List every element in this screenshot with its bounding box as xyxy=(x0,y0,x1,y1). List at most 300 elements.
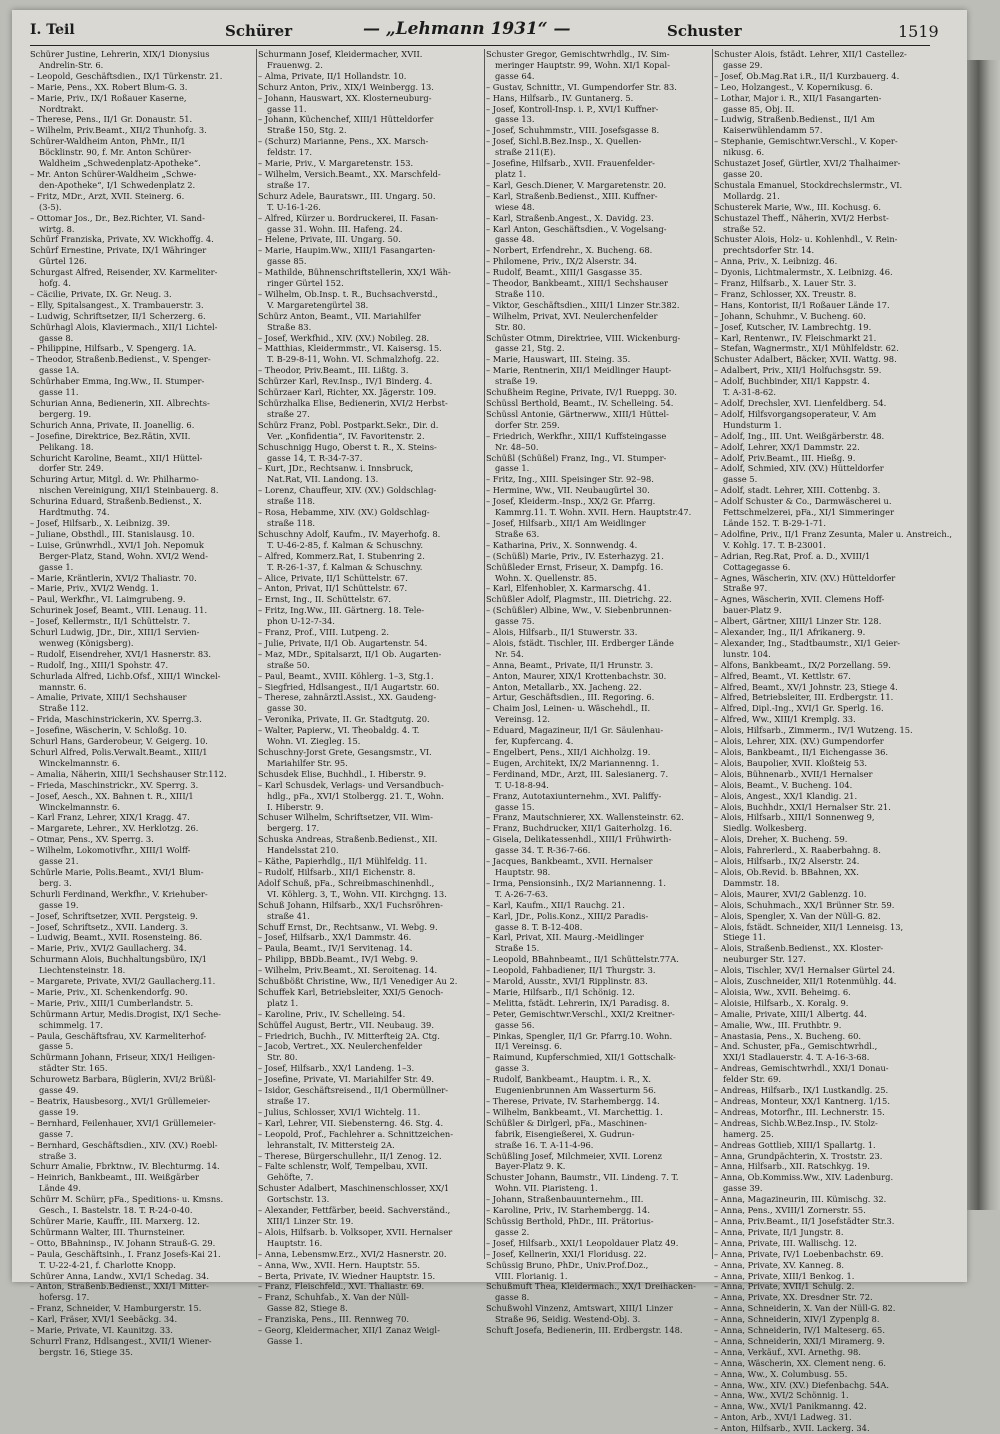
directory-entry-line: Lände 152. T. B-29-1-71. xyxy=(723,517,827,528)
column-divider xyxy=(484,49,485,1259)
directory-entry-line: straße 16. T. A-11-4-96. xyxy=(495,1139,594,1150)
directory-entry-line: Winckelmannstr. 6. xyxy=(39,757,120,768)
directory-entry-line: – Anna, Private, IV/1 Loebenbachstr. 69. xyxy=(714,1248,884,1259)
directory-entry-line: – Alfred, Beamt., XV/1 Johnstr. 23, Stiege 4. xyxy=(714,681,898,692)
directory-entry-line: – Irma, Pensionsinh., IX/2 Mariannenng. 1. xyxy=(486,877,667,888)
directory-entry-line: – Alois, Lehrer, XIX. (XV.) Gumpendorfer xyxy=(714,736,884,747)
directory-entry-line: gasse 19. xyxy=(39,1106,79,1117)
directory-entry-line: – Franz, Buchdrucker, XII/1 Gaiterholzg. 16. xyxy=(486,823,673,834)
directory-entry-line: Schußbößt Christine, Ww., II/1 Venediger Au 2. xyxy=(258,976,458,987)
directory-entry-line: – (Schurz) Marianne, Pens., XX. Marsch- xyxy=(258,136,429,147)
directory-entry-line: – Karoline, Priv., IV. Starhembergg. 14. xyxy=(486,1205,650,1216)
directory-entry-line: Schüßling Josef, Milchmeier, XVII. Lorenz xyxy=(486,1150,662,1161)
directory-entry-line: gasse 1. xyxy=(39,561,74,572)
directory-entry-line: – Alois, Buchhdr., XXI/1 Hernalser Str. 21. xyxy=(714,801,891,812)
directory-entry-line: Schüssl Antonie, Gärtnerww., XIII/1 Hüttel- xyxy=(486,408,669,419)
directory-entry-line: platz 1. xyxy=(495,168,527,179)
directory-entry-line: T. U-46-2-85, f. Kalman & Schuschny. xyxy=(267,539,424,550)
directory-entry-line: – Eduard, Magazineur, II/1 Gr. Säulenhau- xyxy=(486,725,664,736)
part-label: I. Teil xyxy=(30,22,75,38)
directory-entry-line: Schüster Otmm, Direktriee, VIII. Wickenburg- xyxy=(486,332,681,343)
directory-entry-line: – Peter, Gemischtwr.Verschl., XXI/2 Kreitner- xyxy=(486,1008,675,1019)
directory-entry-line: – Leo, Holzangest., V. Kopernikusg. 6. xyxy=(714,81,873,92)
directory-entry-line: Schuster Alois, fstädt. Lehrer, XII/1 Castellez- xyxy=(714,49,907,59)
directory-entry-line: – Franz, Fleischfeld., XVI. Thaliastr. 69. xyxy=(258,1281,425,1292)
directory-entry-line: – Wilhelm, Priv.Beamt., XII/2 Thunhofg. 3. xyxy=(30,125,207,136)
book-page-edge xyxy=(967,60,1000,1210)
directory-entry-line: – Maz, MDr., Spitalsarzt, II/1 Ob. Augarten- xyxy=(258,648,442,659)
directory-entry-line: Schusterek Marie, Ww., III. Kochusg. 6. xyxy=(714,201,882,212)
directory-entry-line: – Alois, Ob.Revid. b. BBahnen, XX. xyxy=(714,866,859,877)
directory-entry-line: Schußheim Regine, Private, IV/1 Rueppg. 30. xyxy=(486,387,677,398)
directory-entry-line: Nr. 54. xyxy=(495,648,524,659)
directory-entry-line: – Wilhelm, Ob.Insp. t. R., Buchsachverstd., xyxy=(258,288,438,299)
directory-entry-line: – Anna, Private, XVII/1 Schulg. 2. xyxy=(714,1281,855,1292)
directory-entry-line: – Artur, Geschäftsdien., III. Regoring. 6. xyxy=(486,692,655,703)
directory-entry-line: – Ferdinand, MDr., Arzt, III. Salesianerg. 7. xyxy=(486,768,669,779)
directory-entry-line: – Karl Anton, Geschäftsdien., V. Vogelsang- xyxy=(486,223,667,234)
directory-entry-line: Schürer-Waldheim Anton, PhMr., II/1 xyxy=(30,136,186,147)
directory-entry-line: – Alfred, Beamt., VI. Kettlstr. 67. xyxy=(714,670,851,681)
directory-entry-line: – Hermine, Ww., VII. Neubaugürtel 30. xyxy=(486,485,650,496)
directory-entry-line: – Engelbert, Pens., XII/1 Aichholzg. 19. xyxy=(486,747,651,757)
directory-entry-line: Handelsstat 210. xyxy=(267,845,339,856)
directory-entry-line: feldstr. 17. xyxy=(267,147,313,158)
directory-entry-line: Vereinsg. 12. xyxy=(495,714,551,725)
directory-entry-line: – Franziska, Pens., III. Rennweg 70. xyxy=(258,1314,410,1325)
directory-entry-line: gasse 48. xyxy=(495,234,535,245)
directory-entry-line: – Josef, Schriftsetzer, XVII. Pergsteig. 9. xyxy=(30,910,198,921)
directory-entry-line: – Anna, Private, XIII/1 Benkog. 1. xyxy=(714,1270,855,1281)
directory-entry-line: – Friedrich, Buchh., IV. Mitterfteig 2A. Ctg. xyxy=(258,1030,440,1041)
directory-entry-line: gasse 56. xyxy=(495,1019,535,1030)
directory-entry-line: – Lothar, Major i. R., XII/1 Fasangarten- xyxy=(714,92,882,103)
directory-entry-line: neuburger Str. 127. xyxy=(723,954,806,965)
directory-entry-line: Schürmann Artur, Medis.Drogist, IX/1 Seche- xyxy=(30,1008,221,1019)
directory-entry-line: Cottagegasse 6. xyxy=(723,561,791,572)
directory-entry-line: – Marie, Hilfsarb., II/1 Schönig. 12. xyxy=(486,986,635,997)
directory-entry-line: Schürer Justine, Lehrerin, XIX/1 Dionysius xyxy=(30,49,210,59)
directory-entry-line: – Marie, Hauswart, III. Steing. 35. xyxy=(486,354,631,365)
directory-entry-line: gasse 3. xyxy=(495,1063,530,1074)
directory-entry-line: – Johann, Straßenbauunternehm., III. xyxy=(486,1194,644,1205)
directory-entry-line: – Anna, Priv.Beamt., II/1 Josefstädter Str.3. xyxy=(714,1215,895,1226)
directory-entry-line: – Philipp, BBDb.Beamt., IV/1 Webg. 9. xyxy=(258,954,418,965)
directory-entry-line: Hardtmuthg. 74. xyxy=(39,507,110,518)
directory-entry-line: phon U-12-7-34. xyxy=(267,616,335,627)
directory-entry-line: – Alois, Straßenb.Bedienst., XX. Kloster- xyxy=(714,943,884,954)
directory-entry-line: – Rudolf, Bankbeamt., Hauptm. i. R., X. xyxy=(486,1074,652,1085)
directory-entry-line: T. A-31-8-62. xyxy=(723,387,777,398)
directory-entry-line: Waldheim „Schwedenplatz-Apotheke“. xyxy=(39,158,201,169)
column-divider xyxy=(712,49,713,1259)
directory-entry-line: – Alois, Angest., XX/1 Klandig. 21. xyxy=(714,790,858,801)
directory-entry-line: – Frida, Maschinstrickerin, XV. Sperrg.3. xyxy=(30,714,202,725)
directory-entry-line: Schußmuft Thea, Kleidermach., XX/1 Dreihacken- xyxy=(486,1281,696,1292)
directory-entry-line: – Julius, Schlosser, XVI/1 Wichtelg. 11. xyxy=(258,1106,421,1117)
directory-entry-line: Winckelmannstr. 6. xyxy=(39,801,120,812)
directory-entry-line: – Anna, Verkäuf., XVI. Arnethg. 98. xyxy=(714,1346,861,1357)
directory-entry-line: Kaiserwühlendamm 57. xyxy=(723,125,823,136)
directory-entry-line: – Anton, Hilfsarb., XVII. Lackerg. 34. xyxy=(714,1423,870,1434)
directory-entry-line: berg. 3. xyxy=(39,877,72,888)
directory-entry-line: – Paula, Geschäftsinh., I. Franz Josefs-Kai 21. xyxy=(30,1248,221,1259)
directory-entry-line: – Alois, Hilfsarb. b. Volksoper, XVII. Hernalser xyxy=(258,1226,453,1237)
directory-entry-line: – Alexander, Ing., Stadtbaumstr., XI/1 Geier- xyxy=(714,637,901,648)
directory-entry-line: gasse 14, T. R-34-7-37. xyxy=(267,452,363,463)
directory-entry-line: Straße 97. xyxy=(723,583,768,594)
directory-entry-line: straße 52. xyxy=(723,223,766,234)
directory-entry-line: Frauenwg. 2. xyxy=(267,59,323,70)
directory-entry-line: – Josef, Hilfsarb., XXI/1 Leopoldauer Platz 49. xyxy=(486,1237,679,1248)
directory-entry-line: – Anna, Lebensmw.Erz., XVI/2 Hasnerstr. 20. xyxy=(258,1248,447,1259)
directory-entry-line: Schurlada Alfred, Lichb.Ofsf., XIII/1 Winckel- xyxy=(30,670,221,681)
directory-entry-line: – Matthias, Kleidermmstr., VI. Kaisersg. 15. xyxy=(258,343,442,354)
directory-entry-line: Schuster Alois, Holz- u. Kohlenhdl., V. Rein- xyxy=(714,234,898,245)
directory-entry-line: – Ernst, Ing., II. Schüttelstr. 67. xyxy=(258,594,392,605)
directory-entry-line: Hauptstr. 16. xyxy=(267,1237,323,1248)
directory-entry-line: Berger-Platz, Stand, Wohn. XVI/2 Wend- xyxy=(39,550,209,561)
directory-entry-line: hofersg. 17. xyxy=(39,1292,90,1303)
directory-entry-line: – Adolf Schuster & Co., Darmwäscherei u. xyxy=(714,496,892,507)
directory-entry-line: Schürmann Johann, Friseur, XIX/1 Heiligen- xyxy=(30,1052,216,1063)
directory-entry-line: Straße 15. xyxy=(495,943,540,954)
directory-entry-line: Kammrg.11. T. Wohn. XVII. Hern. Hauptstr.47. xyxy=(495,507,692,518)
directory-entry-line: – Josef, Schuhmmstr., VIII. Josefsgasse 8. xyxy=(486,125,660,136)
directory-entry-line: – Friedrich, Werkfhr., XIII/1 Kuffsteingasse xyxy=(486,430,667,441)
directory-entry-line: – Andreas, Monteur, XX/1 Kantnerg. 1/15. xyxy=(714,1096,890,1106)
directory-entry-line: – Paul, Werkfhr., VI. Laimgrubeng. 9. xyxy=(30,594,186,605)
directory-entry-line: – Veronika, Private, II. Gr. Stadtgutg. 20. xyxy=(258,714,430,725)
directory-entry-line: straße 211(E). xyxy=(495,147,556,158)
directory-entry-line: – Franz, Autotaxiunternehm., XVI. Paliffy- xyxy=(486,790,662,801)
directory-entry-line: – Anna, Hilfsarb., XII. Ratschkyg. 19. xyxy=(714,1161,870,1172)
directory-entry-line: – Anton, Arb., XVI/1 Ladweg. 31. xyxy=(714,1412,852,1423)
directory-entry-line: – Isidor, Geschäftsreisend., II/1 Obermüllner- xyxy=(258,1085,449,1096)
directory-entry-line: Str. 80. xyxy=(267,1052,298,1063)
directory-entry-line: – Marie, Priv., V. Margaretenstr. 153. xyxy=(258,158,414,169)
directory-entry-line: – Anna, Ob.Kommiss.Ww., XIV. Ladenburg. xyxy=(714,1172,894,1183)
directory-entry-line: XIII/1 Linzer Str. 19. xyxy=(267,1215,354,1226)
directory-entry-line: – Frieda, Maschinstrickr., XV. Sperrg. 3. xyxy=(30,779,199,790)
directory-entry-line: – Anton, Privat, II/1 Schüttelstr. 67. xyxy=(258,583,408,594)
directory-entry-line: wirtg. 8. xyxy=(39,223,75,234)
directory-entry-line: Straße 150, Stg. 2. xyxy=(267,125,347,136)
directory-entry-line: – Aloisie, Hilfsarb., X. Koralg. 9. xyxy=(714,997,849,1008)
directory-entry-line: – Alma, Private, II/1 Hollandstr. 10. xyxy=(258,70,407,81)
directory-entry-line: Fettschmelzerei, pFa., XI/1 Simmeringer xyxy=(723,507,895,518)
directory-entry-line: Schüffel August, Bertr., VII. Neubaug. 39. xyxy=(258,1019,434,1030)
directory-entry-line: gasse 5. xyxy=(723,474,758,485)
directory-entry-line: – Philippine, Hilfsarb., V. Spengerg. 1A. xyxy=(30,343,197,354)
directory-entry-line: – Karl, Lehrer, VII. Siebensterng. 46. Stg. 4. xyxy=(258,1117,444,1128)
directory-entry-line: Liechtensteinstr. 18. xyxy=(39,965,126,976)
directory-entry-line: meringer Hauptstr. 99, Wohn. XI/1 Kopal- xyxy=(495,59,670,70)
directory-entry-line: Schurowetz Barbara, Büglerin, XVI/2 Brüßl- xyxy=(30,1074,216,1085)
directory-entry-line: – Alois, Maurer, XVI/2 Gablenzg. 10. xyxy=(714,888,867,899)
directory-entry-line: T. A-26-7-63. xyxy=(495,888,549,899)
directory-entry-line: – Alois, Beamt., V. Bucheng. 104. xyxy=(714,779,853,790)
directory-entry-line: gasse 15. xyxy=(495,801,535,812)
directory-entry-line: – Karl Schusdek, Verlags- und Versandbuch- xyxy=(258,779,444,790)
directory-entry-line: platz 1. xyxy=(267,997,299,1008)
directory-entry-line: prechtsdorfer Str. 14. xyxy=(723,245,815,256)
directory-entry-line: – Katharina, Priv., X. Sonnwendg. 4. xyxy=(486,539,638,550)
directory-entry-line: – Lorenz, Chauffeur, XIV. (XV.) Goldschlag- xyxy=(258,485,437,496)
directory-entry-line: – Amalie, Ww., III. Fruthbtr. 9. xyxy=(714,1019,842,1030)
directory-entry-line: – Karl, Rentenwr., IV. Fleischmarkt 21. xyxy=(714,332,877,343)
directory-entry-line: nischen Vereinigung, XII/1 Steinbauerg. 8. xyxy=(39,485,219,496)
directory-entry-line: – Anna, Ww., XVI/1 Panikmanng. 42. xyxy=(714,1401,867,1412)
directory-entry-line: – Anna, Grundpächterin, X. Troststr. 23. xyxy=(714,1150,883,1161)
directory-entry-line: Schurinek Josef, Beamt., VIII. Lenaug. 11. xyxy=(30,605,208,616)
directory-entry-line: – Anna, Wäscherin, XX. Clement neng. 6. xyxy=(714,1357,887,1368)
directory-entry-line: Schurich Anna, Private, II. Joanellig. 6. xyxy=(30,419,195,430)
directory-entry-line: – Anna, Schneiderin, XIV/1 Zypenplg 8. xyxy=(714,1314,880,1325)
directory-entry-line: – (Schüßl) Marie, Priv., IV. Esterhazyg. 21. xyxy=(486,550,664,561)
directory-entry-line: gasse 11. xyxy=(39,387,79,398)
directory-entry-line: – Andreas, Sichb.W.Bez.Insp., IV. Stolz- xyxy=(714,1117,878,1128)
directory-entry-line: Schürmann Walter, III. Thurnsteiner. xyxy=(30,1226,185,1237)
directory-entry-line: wenweg (Königsberg). xyxy=(39,637,134,648)
directory-entry-line: – Alois, Hilfsarb., XIII/1 Sonnenweg 9, xyxy=(714,812,875,823)
directory-entry-line: Schuster Adalbert, Bäcker, XVII. Wattg. 98. xyxy=(714,354,897,365)
directory-entry-line: straße 3. xyxy=(39,1150,77,1161)
directory-entry-line: gasse 75. xyxy=(495,616,535,627)
directory-entry-line: – Alois, Bankbeamt., II/1 Eichengasse 36. xyxy=(714,747,889,757)
directory-entry-line: XXI/1 Stadlauerstr. 4. T. A-16-3-68. xyxy=(723,1052,870,1063)
directory-entry-line: – Alfred, Kürzer u. Bordruckerei, II. Fasan- xyxy=(258,212,439,223)
directory-entry-line: – Anna, Pens., XVIII/1 Zornerstr. 55. xyxy=(714,1205,866,1216)
directory-entry-line: – Anna, Private, III. Wallischg. 12. xyxy=(714,1237,857,1248)
directory-entry-line: – Alois, Dreher, X. Bucheng. 59. xyxy=(714,834,848,845)
directory-entry-line: T. U-18-8-94. xyxy=(495,779,549,790)
directory-entry-line: – Gisela, Delikatessenhdl., XIII/1 Frühwirth- xyxy=(486,834,672,845)
directory-entry-line: – Heinrich, Bankbeamt., III. Weißgärber xyxy=(30,1172,199,1183)
directory-entry-line: – Karoline, Priv., IV. Schelleing. 54. xyxy=(258,1008,406,1019)
directory-entry-line: gasse 8. xyxy=(39,332,74,343)
directory-entry-line: – Stephanie, Gemischtwr.Verschl., V. Koper- xyxy=(714,136,898,147)
directory-entry-line: Schüßl (Schüßel) Franz, Ing., VI. Stumper- xyxy=(486,452,667,463)
directory-entry-line: Schuricht Karoline, Beamt., XII/1 Hüttel- xyxy=(30,452,203,463)
directory-entry-line: – Alois, Hilfsarb., II/1 Stuwerstr. 33. xyxy=(486,627,638,638)
directory-entry-line: – Therese, zahnärztl.Assist., XX. Gaudeng- xyxy=(258,692,437,703)
directory-entry-line: Schurgast Alfred, Reisender, XV. Karmeliter- xyxy=(30,267,218,278)
directory-entry-line: – Josef, Ob.Mag.Rat i.R., II/1 Kurzbauerg. 4. xyxy=(714,70,900,81)
directory-entry-line: Straße 96, Seidig. Westend-Obj. 3. xyxy=(495,1314,641,1325)
directory-entry-line: – Chaim Josl, Leinen- u. Wäschehdl., II. xyxy=(486,703,651,714)
directory-entry-line: – Alois, Hilfsarb., Zimmerm., IV/1 Wutzeng. 15. xyxy=(714,725,913,736)
directory-entry-line: – Karl, Kaufm., XII/1 Rauchg. 21. xyxy=(486,899,625,910)
directory-entry-line: – Franz, Hilfsarb., X. Lauer Str. 3. xyxy=(714,278,857,289)
directory-entry-line: – Otmar, Pens., XV. Sperrg. 3. xyxy=(30,834,154,845)
directory-entry-line: Schürzhalka Elise, Bedienerin, XVI/2 Herbst- xyxy=(258,398,448,408)
directory-entry-line: – Wilhelm, Versich.Beamt., XX. Marschfeld- xyxy=(258,168,441,179)
directory-entry-line: Schuschny Adolf, Kaufm., IV. Mayerhofg. 8. xyxy=(258,528,441,539)
directory-entry-line: – Georg, Kleidermacher, XII/1 Zanaz Weigl- xyxy=(258,1325,440,1336)
directory-entry-line: – Marie, Priv., XVI/2 Gaullacherg. 34. xyxy=(30,943,187,954)
directory-entry-line: – Paula, Beamt., IV/1 Servitenag. 14. xyxy=(258,943,413,954)
directory-entry-line: – Wilhelm, Privat, XVI. Neulerchenfelder xyxy=(486,310,658,321)
directory-entry-line: – Johann, Schuhmr., V. Bucheng. 60. xyxy=(714,310,866,321)
directory-entry-line: – Anna, Beamt., Private, II/1 Hrunstr. 3. xyxy=(486,659,654,670)
directory-entry-line: – Alois, Hilfsarb., IX/2 Alserstr. 24. xyxy=(714,856,860,867)
directory-entry-line: städter Str. 165. xyxy=(39,1063,108,1074)
directory-entry-line: ringer Gürtel 152. xyxy=(267,278,344,289)
directory-entry-line: Schuring Artur, Mitgl. d. Wr. Philharmo- xyxy=(30,474,199,485)
directory-entry-line: – Ottomar Jos., Dr., Bez.Richter, VI. Sand- xyxy=(30,212,205,223)
directory-entry-line: bauer-Platz 9. xyxy=(723,605,782,616)
directory-entry-line: – Alfred, Betriebsleiter, III. Erdbergstr. 11. xyxy=(714,692,894,703)
directory-entry-line: – Alois, Spengler, X. Van der Nüll-G. 82. xyxy=(714,910,881,921)
directory-entry-line: – Cäcilie, Private, IX. Gr. Neug. 3. xyxy=(30,288,172,299)
directory-entry-line: Straße 63. xyxy=(495,528,540,539)
directory-entry-line: Schurian Anna, Bedienerin, XII. Albrechts- xyxy=(30,398,210,408)
directory-entry-line: – Josef, Sichl.B.Bez.Insp., X. Quellen- xyxy=(486,136,642,147)
directory-entry-line: Schürle Marie, Polis.Beamt., XVI/1 Blum- xyxy=(30,866,204,877)
directory-entry-line: – Josef, Hilfsarb., XX/1 Landeng. 1–3. xyxy=(258,1063,415,1074)
directory-entry-line: Schustala Emanuel, Stockdrechslermstr., VI. xyxy=(714,179,903,190)
directory-entry-line: – Anna, Schneiderin, XXI/1 Miramerg. 9. xyxy=(714,1335,885,1346)
directory-entry-line: – Käthe, Papierhdlg., II/1 Mühlfeldg. 11. xyxy=(258,856,428,867)
directory-entry-line: Schuska Andreas, Straßenb.Bedienst., XII. xyxy=(258,834,438,845)
directory-entry-line: – Theodor, Bankbeamt., XIII/1 Sechshauser xyxy=(486,278,668,289)
directory-entry-line: – Alfred, Kommerz.Rat, I. Stubenring 2. xyxy=(258,550,425,561)
directory-entry-line: Schürzer Karl, Rev.Insp., IV/1 Binderg. 4. xyxy=(258,376,433,387)
directory-entry-line: – Karl, Fräser, XVI/1 Seebäckg. 34. xyxy=(30,1314,178,1325)
directory-entry-line: – Rudolf, Hilfsarb., XII/1 Eichenstr. 8. xyxy=(258,866,416,877)
directory-entry-line: Gasse 1. xyxy=(267,1335,303,1346)
directory-entry-line: – Adolf, Lehrer, XX/1 Dammstr. 22. xyxy=(714,441,860,452)
directory-entry-line: lehranstalt, IV. Mittersteig 2A. xyxy=(267,1139,395,1150)
directory-entry-line: – Josefine, Hilfsarb., XVII. Frauenfelder- xyxy=(486,158,655,169)
directory-entry-line: – Walter, Papierw., VI. Theobaldg. 4. T. xyxy=(258,725,420,736)
directory-entry-line: – Adolfine, Priv., II/1 Franz Zesunta, Maler u. Anstreich., xyxy=(714,528,953,539)
directory-entry-line: – Mathilde, Bühnenschriftstellerin, XX/1 Wäh- xyxy=(258,267,451,278)
directory-entry-line: – Jacob, Vertret., XX. Neulerchenfelder xyxy=(258,1041,423,1052)
directory-entry-line: – Karl, Straßenb.Bedienst., XIII. Kuffner- xyxy=(486,190,658,201)
directory-entry-line: – Marie, Private, VI. Kaunitzg. 33. xyxy=(30,1325,173,1336)
directory-entry-line: – Amalia, Näherin, XIII/1 Sechshauser Str.112. xyxy=(30,768,227,779)
directory-entry-line: – Adolf, Buchbinder, XII/1 Kappstr. 4. xyxy=(714,376,870,387)
directory-entry-line: den-Apotheke“, I/1 Schwedenplatz 2. xyxy=(39,179,196,190)
directory-entry-line: – Paul, Beamt., XVIII. Köhlerg. 1–3, Stg.1. xyxy=(258,670,434,681)
directory-entry-line: Ver. „Konfidentia“, IV. Favoritenstr. 2. xyxy=(267,430,425,441)
directory-entry-line: Hauptstr. 98. xyxy=(495,866,551,877)
directory-entry-line: – Marie, Priv., IX/1 Roßauer Kaserne, xyxy=(30,92,187,103)
directory-entry-line: – Franz, Prof., VIII. Lutpeng. 2. xyxy=(258,627,390,638)
directory-entry-line: straße 27. xyxy=(267,408,310,419)
directory-entry-line: Gehöfte, 7. xyxy=(267,1172,314,1183)
directory-entry-line: (3-5). xyxy=(39,201,62,212)
directory-entry-line: bergstr. 16, Stiege 35. xyxy=(39,1346,133,1357)
directory-entry-line: – Adolf, Drechsler, XVI. Lienfeldberg. 54. xyxy=(714,398,887,408)
directory-entry-line: – Bernhard, Geschäftsdien., XIV. (XV.) Roebl- xyxy=(30,1139,218,1150)
directory-entry-line: – Anna, Magazineurin, III. Kümischg. 32. xyxy=(714,1194,887,1205)
directory-entry-line: gasse 1A. xyxy=(39,365,80,376)
directory-entry-line: gasse 13. xyxy=(495,114,535,125)
directory-entry-line: – Anna, Private, XV. Kanneg. 8. xyxy=(714,1259,845,1270)
directory-entry-line: Schuff Ernst, Dr., Rechtsanw., VI. Webg. 9. xyxy=(258,921,438,932)
directory-entry-line: – Karl, Straßenb.Angest., X. Davidg. 23. xyxy=(486,212,654,223)
directory-entry-line: schimmelg. 17. xyxy=(39,1019,103,1030)
directory-entry-line: – Agnes, Wäscherin, XIV. (XV.) Hütteldorfer xyxy=(714,572,896,583)
directory-entry-line: Schurli Ferdinand, Werkfhr., V. Kriehuber- xyxy=(30,888,208,899)
directory-entry-line: Wohn. VI. Ziegleg. 15. xyxy=(267,736,361,747)
directory-entry-line: Schustazel Theff., Näherin, XVI/2 Herbst- xyxy=(714,212,889,223)
directory-entry-line: – Josef, Hilfsarb., XII/1 Am Weidlinger xyxy=(486,517,646,528)
directory-entry-line: – Marold, Ausstr., XVI/1 Ripplinstr. 83. xyxy=(486,976,648,987)
directory-entry-line: Schürzaer Karl, Richter, XX. Jägerstr. 109. xyxy=(258,387,437,398)
directory-entry-line: gasse 85, Obj. II. xyxy=(723,103,795,114)
directory-entry-line: Schüssig Bruno, PhDr., Univ.Prof.Doz., xyxy=(486,1259,649,1270)
directory-entry-line: gasse 85. xyxy=(267,256,307,267)
directory-entry-line: straße 41. xyxy=(267,910,310,921)
directory-entry-line: – Andreas, Gemischtwrhdl., XXI/1 Donau- xyxy=(714,1063,889,1074)
directory-entry-line: – Leopold, Prof., Fachlehrer a. Schnittzeichen- xyxy=(258,1128,454,1139)
directory-entry-line: – Josef, Hilfsarb., X. Leibnizg. 39. xyxy=(30,517,171,528)
directory-entry-line: Schuß Johann, Hilfsarb., XX/1 Fuchsröhren- xyxy=(258,899,443,910)
directory-entry-line: – Josef, Schriftsetz., XVII. Landerg. 3. xyxy=(30,921,189,932)
directory-entry-line: Schüssig Berthold, PhDr., III. Prätorius- xyxy=(486,1215,654,1226)
directory-entry-line: Nat.Rat, VII. Landong. 13. xyxy=(267,474,379,485)
directory-entry-line: Gortschstr. 13. xyxy=(267,1194,330,1205)
directory-entry-line: – Franz, Schlosser, XX. Treustr. 8. xyxy=(714,288,857,299)
directory-entry-line: Wohn. X. Quellenstr. 85. xyxy=(495,572,597,583)
directory-entry-line: – Alois, Zuschneider, XII/1 Rotenmühlg. 44. xyxy=(714,976,897,987)
directory-entry-line: – Adalbert, Priv., XII/1 Holfuchsgstr. 59. xyxy=(714,365,882,376)
directory-entry-line: – Amalie, Private, XIII/1 Albertg. 44. xyxy=(714,1008,867,1019)
column-2 xyxy=(258,49,483,1346)
directory-entry-line: – Johann, Hauswart, XX. Klosterneuburg- xyxy=(258,92,432,103)
page-header xyxy=(30,18,939,46)
directory-entry-line: Schurina Eduard, Straßenb.Bedienst., X. xyxy=(30,496,202,507)
directory-entry-line: – Paula, Geschäftsfrau, XV. Karmeliterhof- xyxy=(30,1030,207,1041)
directory-entry-line: Schuft Josefa, Bedienerin, III. Erdbergstr. 148. xyxy=(486,1325,683,1336)
directory-entry-line: fabrik, Eisengießerei, X. Gudrun- xyxy=(495,1128,635,1139)
directory-entry-line: gasse 19. xyxy=(39,899,79,910)
directory-entry-line: Schuster Adalbert, Maschinenschlosser, XX/1 xyxy=(258,1183,450,1194)
directory-entry-line: Schürhagl Alois, Klaviermach., XII/1 Lichtel- xyxy=(30,321,218,332)
directory-entry-line: Eugenienbrunnen Am Wasserturm 56. xyxy=(495,1085,657,1096)
directory-entry-line: Mollardg. 21. xyxy=(723,190,780,201)
header-title: — „Lehmann 1931“ — xyxy=(363,19,571,39)
directory-entry-line: hdlg., pFa., XVI/1 Stolbergg. 21. T., Wohn. xyxy=(267,790,444,801)
directory-entry-line: – Juliane, Obsthdl., III. Stanislausg. 10. xyxy=(30,528,195,539)
directory-entry-line: I. Hiberstr. 9. xyxy=(267,801,324,812)
directory-entry-line: gasse 29. xyxy=(723,59,763,70)
directory-entry-line: – Adrian, Reg.Rat, Prof. a. D., XVIII/1 xyxy=(714,550,871,561)
directory-entry-line: dorfer Str. 259. xyxy=(495,419,560,430)
directory-entry-line: – Adolf, stadt. Lehrer, XIII. Cottenbg. 3. xyxy=(714,485,881,496)
directory-entry-line: Straße 110. xyxy=(495,288,545,299)
directory-entry-line: Bayer-Platz 9. K. xyxy=(495,1161,566,1172)
directory-entry-line: Schüssl Berthold, Beamt., IV. Schelleing. 54. xyxy=(486,398,674,408)
directory-entry-line: – Aloisia, Ww., XVII. Beheimg. 6. xyxy=(714,986,851,997)
directory-entry-line: VI. Köhlerg. 3, T., Wohn. VII. Kirchgng. 13. xyxy=(267,888,447,899)
directory-entry-line: – Anton, Metallarb., XX. Jacheng. 22. xyxy=(486,681,642,692)
directory-entry-line: – Karl, JDr., Polis.Konz., XIII/2 Paradis- xyxy=(486,910,649,921)
directory-entry-line: – Therese, Private, IV. Starhembergg. 14. xyxy=(486,1096,660,1106)
directory-entry-line: – Anna, Private, XX. Dresdner Str. 72. xyxy=(714,1292,873,1303)
directory-entry-line: fer, Kupfercang. 4. xyxy=(495,736,574,747)
directory-entry-line: hofg. 4. xyxy=(39,278,71,289)
column-4 xyxy=(714,49,953,1434)
directory-entry-line: – Josef, Kleiderm.-Insp., XX/2 Gr. Pfarrg. xyxy=(486,496,656,507)
directory-entry-line: Lände 49. xyxy=(39,1183,81,1194)
directory-entry-line: Schüßler & Dirlgerl, pFa., Maschinen- xyxy=(486,1117,647,1128)
directory-entry-line: straße 17. xyxy=(267,1096,310,1106)
